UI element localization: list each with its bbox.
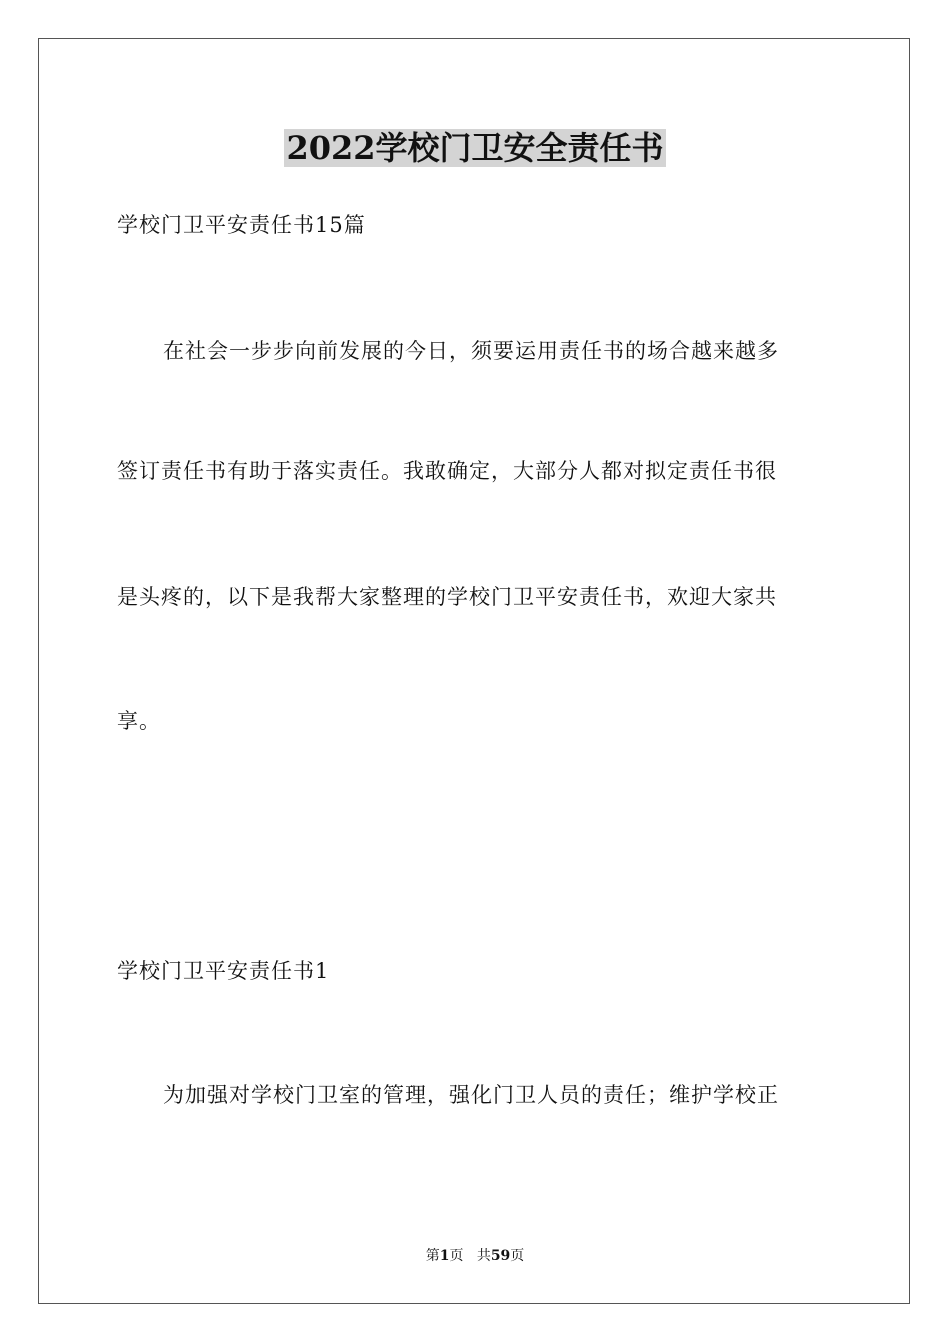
section-paragraph-line: 为加强对学校门卫室的管理，强化门卫人员的责任；维护学校正 <box>163 1083 779 1107</box>
document-title-text: 2022学校门卫安全责任书 <box>286 129 664 167</box>
intro-paragraph-line: 签订责任书有助于落实责任。我敢确定，大部分人都对拟定责任书很 <box>117 459 777 483</box>
document-title <box>0 126 950 170</box>
footer-page-suffix: 页 <box>449 1248 464 1264</box>
footer-total-prefix: 共 <box>476 1248 491 1264</box>
footer-page-number: 1 <box>439 1248 450 1264</box>
intro-paragraph-line: 在社会一步步向前发展的今日，须要运用责任书的场合越来越多 <box>163 339 779 363</box>
page-footer <box>0 1247 950 1265</box>
footer-page-prefix: 第 <box>425 1248 440 1264</box>
section-heading: 学校门卫平安责任书1 <box>117 959 330 983</box>
footer-total-suffix: 页 <box>510 1248 525 1264</box>
document-subtitle: 学校门卫平安责任书15篇 <box>117 213 366 237</box>
footer-total-pages: 59 <box>490 1248 511 1264</box>
intro-paragraph-line: 是头疼的，以下是我帮大家整理的学校门卫平安责任书，欢迎大家共 <box>117 585 777 609</box>
intro-paragraph-line: 享。 <box>117 709 161 733</box>
